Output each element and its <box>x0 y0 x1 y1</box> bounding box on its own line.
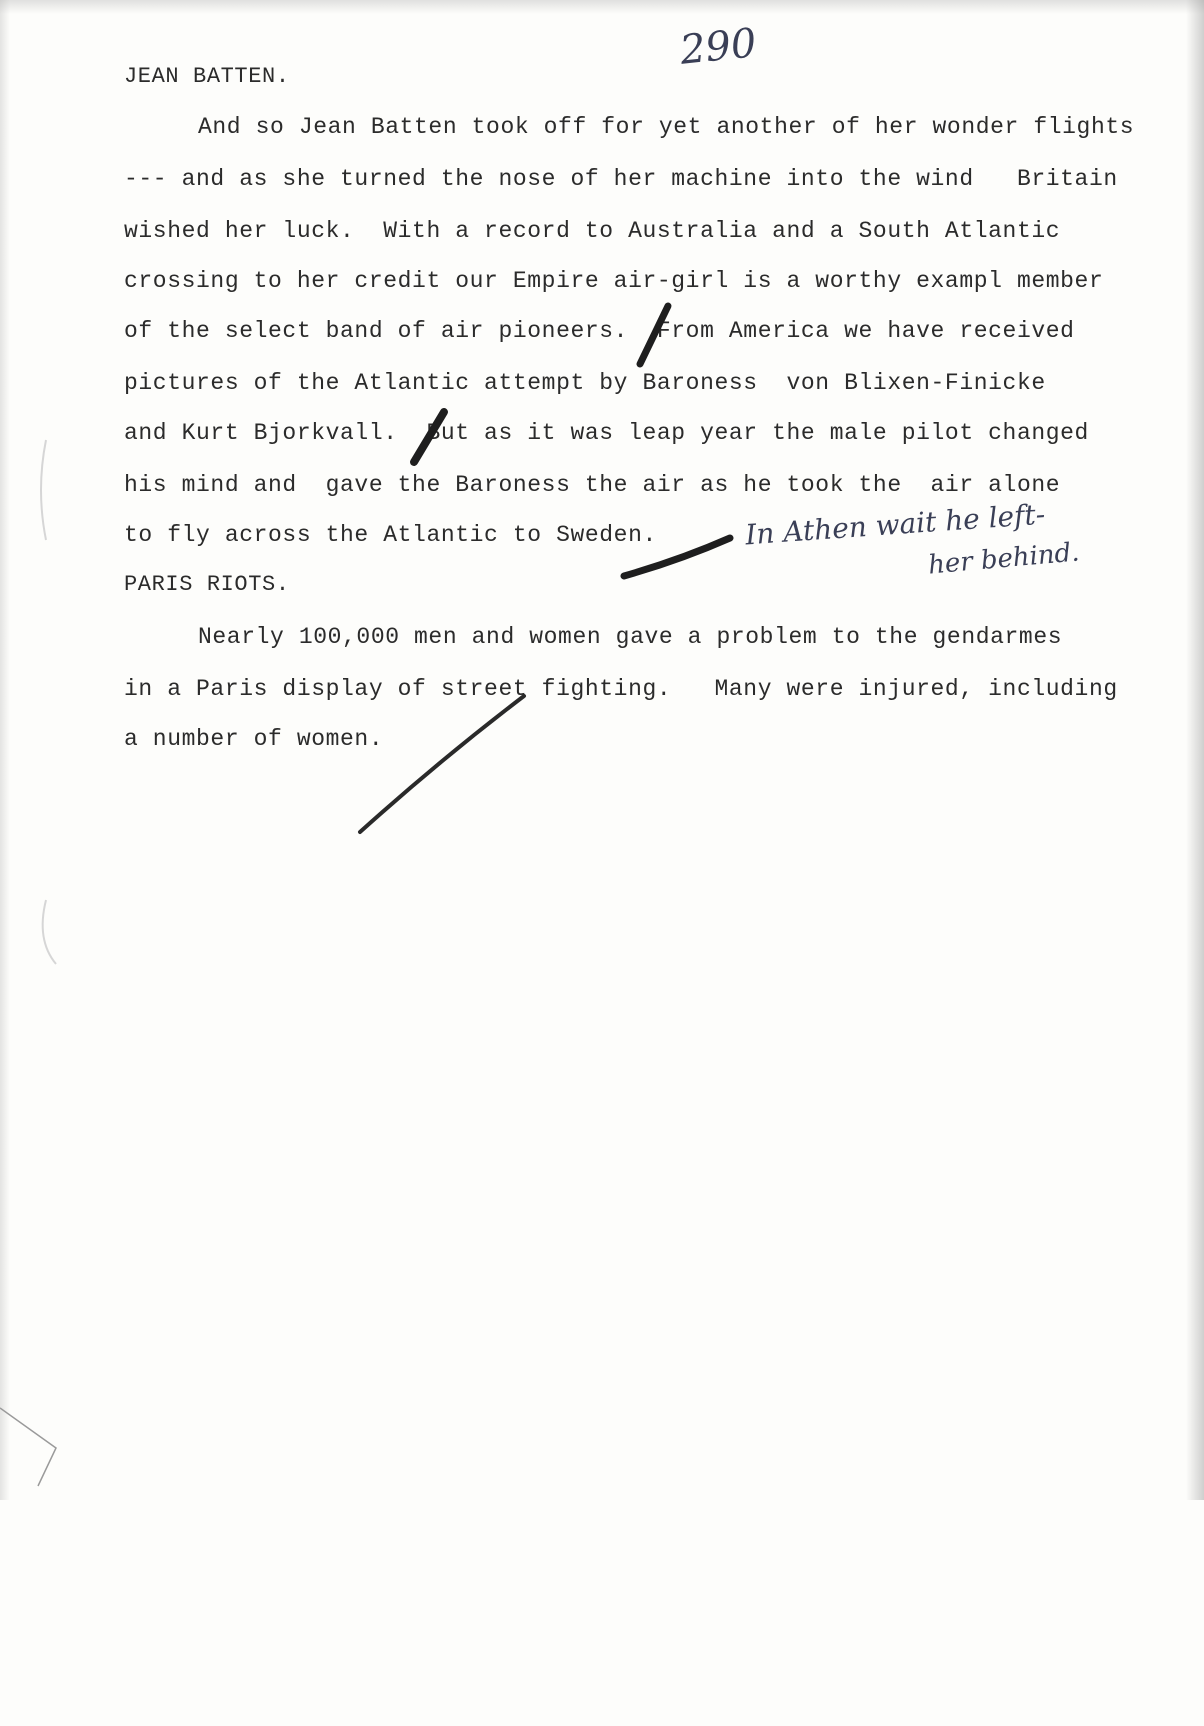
body-line: and Kurt Bjorkvall. But as it was leap year the male pilot changed <box>124 420 1089 446</box>
body-line: pictures of the Atlantic attempt by Baroness von Blixen-Finicke <box>124 370 1046 396</box>
body-line: And so Jean Batten took off for yet another of her wonder flights <box>198 114 1135 140</box>
margin-bracket <box>43 900 56 964</box>
body-line: to fly across the Atlantic to Sweden. <box>124 522 657 548</box>
margin-bracket <box>41 440 46 540</box>
handwritten-note-line-1: In Athen wait he left- <box>744 497 1047 552</box>
body-line: Nearly 100,000 men and women gave a problem to the gendarmes <box>198 624 1063 650</box>
pencil-diagonal-stroke <box>360 696 524 832</box>
pen-slash-mark <box>414 412 444 462</box>
page-fold-mark <box>0 1408 56 1486</box>
body-line: crossing to her credit our Empire air-girl is a worthy exampl member <box>124 268 1104 294</box>
section-heading-jean-batten: JEAN BATTEN. <box>124 64 290 89</box>
body-line: in a Paris display of street fighting. Many were injured, including <box>124 676 1118 702</box>
handwritten-page-number: 290 <box>677 20 759 74</box>
body-line: of the select band of air pioneers. From America we have received <box>124 318 1075 344</box>
body-line: a number of women. <box>124 726 384 752</box>
body-line: his mind and gave the Baroness the air as he took the air alone <box>124 472 1061 498</box>
section-heading-paris-riots: PARIS RIOTS. <box>124 572 290 597</box>
pen-underline-stroke <box>624 538 730 576</box>
pen-slash-mark <box>640 306 668 364</box>
body-line: --- and as she turned the nose of her machine into the wind Britain <box>124 166 1118 192</box>
body-line: wished her luck. With a record to Australia and a South Atlantic <box>124 218 1061 244</box>
handwritten-note-line-2: her behind. <box>926 537 1081 581</box>
